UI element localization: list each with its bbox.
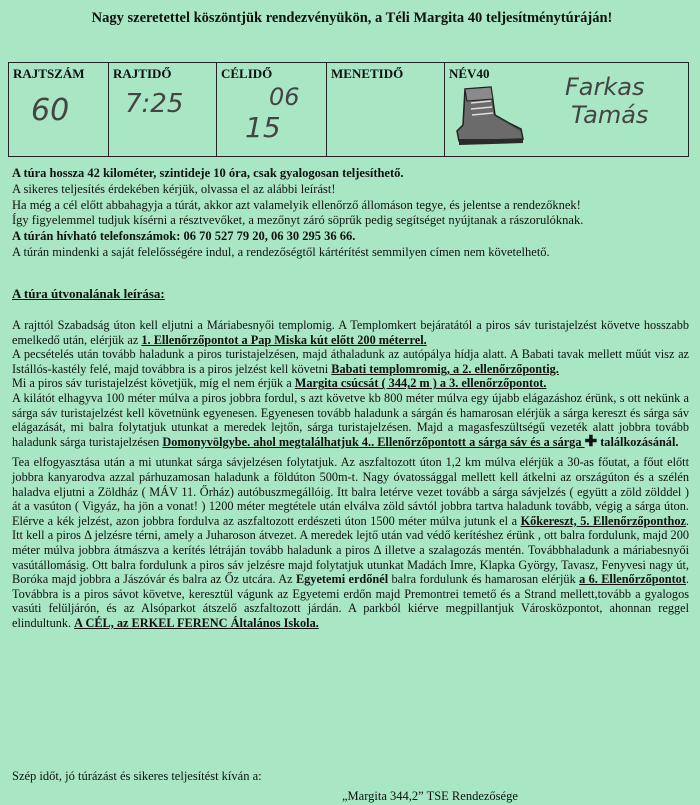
route-paragraph-5 bbox=[12, 455, 689, 630]
route-text: A pecsételés után tovább haladunk a piros turistajelzésen, majd áthaladunk az autópálya hídja alatt. A Babati tavak mellett műút visz az Istállós-kastély felé, majd továbbra is a piros jelzést kell követni bbox=[12, 347, 689, 376]
page-headline: Nagy szeretettel köszöntjük rendezvényükön, a Téli Margita 40 teljesítménytúráján! bbox=[91, 10, 613, 26]
checkpoint-4: Domonyvölgybe. ahol megtalálhatjuk 4.. Ellenőrzőpontott a sárga sáv és a sárga bbox=[162, 434, 585, 449]
checkpoint-5: Kőkereszt, 5. Ellenőrzőponthoz bbox=[520, 513, 686, 528]
header-rajtszam: RAJTSZÁM bbox=[13, 66, 85, 81]
card-cell-menetido bbox=[327, 63, 445, 157]
hiking-boot-icon bbox=[451, 85, 525, 151]
intro-line-quit: Ha még a cél előtt abbahagyja a túrát, akkor azt valamelyik ellenőrző állomáson tegye, és jelentse a rendezőknek! bbox=[12, 197, 581, 212]
route-description bbox=[12, 318, 689, 630]
section-title: A túra útvonalának leírása: bbox=[12, 286, 165, 301]
route-text: . Továbbhaladunk a máriabesnyői vasútállomásig. Ott balra fordulunk a piros sáv jelzésre majd folytatjuk utunkat Madách Imre, Klapka György, Tavasz, Fenyvesi nagy út, Boróka majd jobbra a Jászóvár és balra az Őz utcára. Az bbox=[12, 542, 690, 587]
header-nev40: NÉV40 bbox=[449, 66, 490, 81]
checkpoint-2: Babati templomromig, a 2. ellenőrzőpontig. bbox=[331, 361, 559, 376]
route-text: A kilátót elhagyva 100 méter múlva a piros jobbra fordul, s azt követve kb 800 méter múlva egy újabb elágazáshoz érünk, s ott nekünk a sárga sáv turistajelzést kell követnünk egyenesen. Egyenesen tovább haladunk a sárgán és hamarosan elérjük a sárga kereszt és sárga sáv elágazását, mi balra folytatjuk utunkat a meredek lejtőn, sárga turistajelzésen. Majd a magasfeszültségű vezeték alatt jobbra tovább haladunk sárga turistajelzésen bbox=[12, 390, 689, 449]
intro-line-length: A túra hossza 42 kilométer, szintideje 10 óra, csak gyalogosan teljesíthető. bbox=[12, 166, 404, 180]
checkpoint-3: Margita csúcsát ( 344,2 m ) a 3. ellenőrzőpontot. bbox=[294, 376, 547, 391]
card-cell-celido bbox=[217, 63, 327, 157]
header-celido: CÉLIDŐ bbox=[221, 66, 273, 81]
hw-celido-hours: 15 bbox=[245, 111, 281, 144]
route-text: Mi a piros sáv turistajelzést követjük, míg el nem érjük a bbox=[12, 376, 295, 391]
checkpoint-6: a 6. Ellenőrzőpontot bbox=[579, 572, 686, 587]
egyetemi-erdo: Egyetemi erdőnél bbox=[295, 572, 389, 587]
intro-line-liability: A túrán mindenki a saját felelősségére indul, a rendezőségtől kártérítést semmilyen címen nem követelhető. bbox=[12, 244, 550, 259]
route-text: . Továbbra is a piros sávot követve, keresztül vágunk az Egyetemi erdőn majd Premontrei temető és a Strand mellett,tovább a gyalogos vasúti felüljárón, és az Alsóparkot átszelő aszfaltozott járdán. A parkból kiérve megpillantjuk Városközpontot, ahonnan reggel elindultunk. bbox=[12, 572, 689, 630]
route-paragraph-4 bbox=[12, 391, 689, 449]
route-text: találkozásánál. bbox=[597, 434, 679, 449]
checkpoint-1: 1. Ellenőrzőpontot a Pap Miska kút előtt 200 méterrel. bbox=[141, 332, 427, 347]
route-text: A rajttól Szabadság úton kell eljutni a Máriabesnyői templomig. A Templomkert bejáratától a piros sáv turistajelzést követve hosszabb emelkedő után, elérjük az bbox=[12, 318, 689, 347]
intro-block bbox=[12, 166, 692, 261]
hw-rajtszam: 60 bbox=[31, 93, 70, 128]
hw-celido-minutes: 06 bbox=[269, 83, 300, 111]
route-text: balra fordulunk és hamarosan elérjük bbox=[388, 572, 580, 587]
route-paragraph-1 bbox=[12, 318, 689, 347]
closing-line: Szép időt, jó túrázást és sikeres teljesítést kíván a: bbox=[12, 769, 262, 783]
header-rajtido: RAJTIDŐ bbox=[113, 66, 172, 81]
route-text: . Itt kell a piros Δ jelzésre térni, amely a Juharoson átvezet. A meredek lejtő után vad védő kerítéshez érünk , ott balra fordulunk, majd 200 méter múlva jobbra átmászva a kerítés létráján tovább haladunk a piros Δ illetve a szalagozás mentén bbox=[12, 513, 689, 557]
header-menetido: MENETIDŐ bbox=[331, 66, 404, 81]
intro-line-phones: A túrán hívható telefonszámok: 06 70 527 79 20, 06 30 295 36 66. bbox=[12, 229, 356, 244]
signature: „Margita 344,2” TSE Rendezősége bbox=[342, 789, 518, 803]
finish: A CÉL, az ERKEL FERENC Általános Iskola. bbox=[74, 615, 319, 630]
intro-line-followup: Így figyelemmel tudjuk kísérni a résztvevőket, a mezőnyt záró söprűk pedig segítséget nyújtanak a rászorulóknak. bbox=[12, 213, 584, 228]
intro-line-read: A sikeres teljesítés érdekében kérjük, olvassa el az alábbi leírást! bbox=[12, 181, 336, 196]
cross-icon: ✚ bbox=[584, 433, 598, 450]
hw-rajtido: 7:25 bbox=[125, 89, 184, 119]
route-paragraph-3 bbox=[12, 376, 689, 391]
card-cell-rajtszam bbox=[9, 63, 109, 157]
card-cell-rajtido bbox=[109, 63, 217, 157]
card-cell-nev40 bbox=[445, 63, 689, 157]
route-paragraph-2 bbox=[12, 347, 689, 376]
hw-name-last: Tamás bbox=[571, 101, 649, 129]
route-text: Tea elfogyasztása után a mi utunkat sárga sávjelzésen folytatjuk. Az aszfaltozott úton 1,2 km múlva elérjük a 30-as főutat, a főut előtt jobbra kanyarodva azzal párhuzamosan haladunk a földúton 500m-t. Nagy óvatossággal mellett kell átkelni az országúton és a szélén haladva eljutni a Zöldház ( MÁV 11. Őrház) autóbuszmegállóig. Itt balra letérve vezet tovább a sárga sávjelzés ( együtt a zöld zölddel ) át a vasúton ( Vigyáz, ha jön a vonat! ) 1200 méter megtétele után elválva zöld sávtól jobbra tartva haladunk tovább, végig a sárga úton. Elérve a kék jelzést, azon jobbra fordulva az aszfaltozott erdészeti úton 1500 méter múlva jutunk el a bbox=[12, 455, 689, 528]
hw-name-first: Farkas bbox=[565, 73, 645, 101]
entry-card bbox=[8, 62, 689, 157]
